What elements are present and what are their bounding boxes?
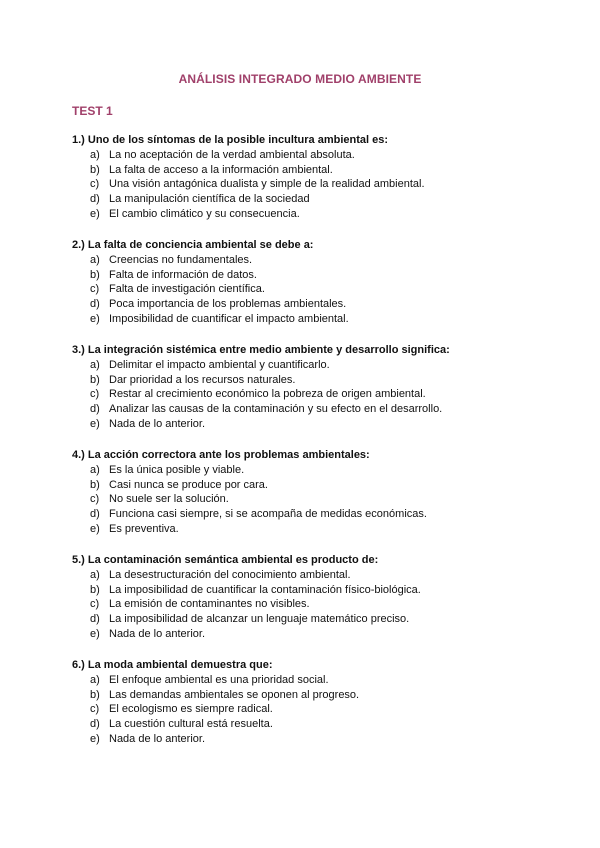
option-letter: a)	[90, 254, 100, 267]
question-2	[72, 238, 542, 327]
option-letter: c)	[90, 703, 100, 716]
option-letter: e)	[90, 522, 100, 535]
option-text: La desestructuración del conocimiento ambiental.	[109, 569, 351, 582]
option-c	[72, 387, 542, 402]
option-text: Nada de lo anterior.	[109, 732, 206, 745]
option-letter: d)	[90, 508, 100, 521]
option-text: Analizar las causas de la contaminación y su efecto en el desarrollo.	[109, 403, 443, 416]
option-d	[72, 297, 542, 312]
option-a	[72, 148, 542, 163]
option-text: Una visión antagónica dualista y simple de la realidad ambiental.	[109, 178, 425, 191]
question-text: 6.) La moda ambiental demuestra que:	[72, 659, 273, 672]
option-text: El enfoque ambiental es una prioridad social.	[109, 674, 329, 687]
question-6	[72, 658, 542, 747]
option-letter: e)	[90, 732, 100, 745]
option-c	[72, 702, 542, 717]
option-d	[72, 612, 542, 627]
option-e	[72, 522, 542, 537]
option-d	[72, 507, 542, 522]
option-a	[72, 253, 542, 268]
option-letter: c)	[90, 598, 100, 611]
option-letter: b)	[90, 688, 100, 701]
option-letter: a)	[90, 359, 100, 372]
option-list	[72, 568, 542, 642]
option-b	[72, 688, 542, 703]
question-list	[72, 133, 542, 763]
option-a	[72, 568, 542, 583]
option-letter: b)	[90, 373, 100, 386]
option-text: Falta de investigación científica.	[109, 283, 265, 296]
option-letter: b)	[90, 163, 100, 176]
option-b	[72, 373, 542, 388]
option-list	[72, 148, 542, 222]
option-e	[72, 627, 542, 642]
option-b	[72, 268, 542, 283]
option-letter: e)	[90, 312, 100, 325]
option-letter: a)	[90, 149, 100, 161]
option-text: El ecologismo es siempre radical.	[109, 703, 273, 716]
option-e	[72, 312, 542, 327]
question-text: 1.) Uno de los síntomas de la posible incultura ambiental es:	[72, 134, 389, 146]
option-letter: e)	[90, 207, 100, 220]
option-c	[72, 597, 542, 612]
option-a	[72, 463, 542, 478]
option-e	[72, 732, 542, 747]
option-letter: d)	[90, 298, 100, 311]
option-letter: a)	[90, 569, 100, 582]
option-letter: d)	[90, 193, 100, 206]
option-letter: a)	[90, 674, 100, 687]
option-e	[72, 417, 542, 432]
question-1	[72, 133, 542, 222]
question-text: 5.) La contaminación semántica ambiental es producto de:	[72, 554, 379, 567]
option-list	[72, 463, 542, 537]
option-b	[72, 163, 542, 178]
option-letter: d)	[90, 718, 100, 731]
option-d	[72, 192, 542, 207]
option-letter: e)	[90, 627, 100, 640]
option-text: Es preventiva.	[109, 522, 179, 535]
option-letter: d)	[90, 403, 100, 416]
question-5	[72, 553, 542, 642]
option-list	[72, 253, 542, 327]
option-text: La imposibilidad de alcanzar un lenguaje matemático preciso.	[109, 613, 410, 626]
option-text: La cuestión cultural está resuelta.	[109, 718, 273, 731]
option-text: Casi nunca se produce por cara.	[109, 478, 268, 491]
option-letter: c)	[90, 388, 100, 401]
option-text: Delimitar el impacto ambiental y cuantificarlo.	[109, 359, 330, 372]
option-text: La falta de acceso a la información ambiental.	[109, 163, 333, 176]
option-text: El cambio climático y su consecuencia.	[109, 207, 300, 220]
document-title: ANÁLISIS INTEGRADO MEDIO AMBIENTE	[178, 72, 422, 86]
option-d	[72, 717, 542, 732]
option-letter: e)	[90, 417, 100, 430]
question-text: 4.) La acción correctora ante los problemas ambientales:	[72, 449, 370, 462]
option-letter: a)	[90, 464, 100, 477]
question-3	[72, 343, 542, 432]
option-list	[72, 358, 542, 432]
option-text: Falta de información de datos.	[109, 268, 257, 281]
option-text: La manipulación científica de la sociedad	[109, 193, 310, 206]
option-letter: b)	[90, 478, 100, 491]
option-text: Creencias no fundamentales.	[109, 254, 253, 267]
option-text: Las demandas ambientales se oponen al progreso.	[109, 688, 360, 701]
option-d	[72, 402, 542, 417]
option-text: Nada de lo anterior.	[109, 627, 206, 640]
option-e	[72, 207, 542, 222]
option-c	[72, 492, 542, 507]
option-letter: c)	[90, 178, 100, 191]
section-label: TEST 1	[72, 104, 113, 118]
option-text: La no aceptación de la verdad ambiental absoluta.	[109, 149, 355, 161]
option-b	[72, 583, 542, 598]
option-text: Imposibilidad de cuantificar el impacto ambiental.	[109, 312, 349, 325]
option-text: Es la única posible y viable.	[109, 464, 245, 477]
option-letter: c)	[90, 493, 100, 506]
option-b	[72, 478, 542, 493]
option-text: Nada de lo anterior.	[109, 417, 206, 430]
option-a	[72, 673, 542, 688]
question-text: 2.) La falta de conciencia ambiental se debe a:	[72, 239, 314, 252]
option-text: Dar prioridad a los recursos naturales.	[109, 373, 296, 386]
option-letter: d)	[90, 613, 100, 626]
option-c	[72, 282, 542, 297]
question-4	[72, 448, 542, 537]
option-list	[72, 673, 542, 747]
option-text: La emisión de contaminantes no visibles.	[109, 598, 310, 611]
option-letter: b)	[90, 583, 100, 596]
option-text: Poca importancia de los problemas ambientales.	[109, 298, 347, 311]
option-letter: b)	[90, 268, 100, 281]
option-text: La imposibilidad de cuantificar la contaminación físico-biológica.	[109, 583, 421, 596]
option-text: Restar al crecimiento económico la pobreza de origen ambiental.	[109, 388, 426, 401]
option-text: Funciona casi siempre, si se acompaña de medidas económicas.	[109, 508, 427, 521]
option-c	[72, 177, 542, 192]
option-a	[72, 358, 542, 373]
option-text: No suele ser la solución.	[109, 493, 229, 506]
question-text: 3.) La integración sistémica entre medio ambiente y desarrollo significa:	[72, 344, 450, 357]
option-letter: c)	[90, 283, 100, 296]
